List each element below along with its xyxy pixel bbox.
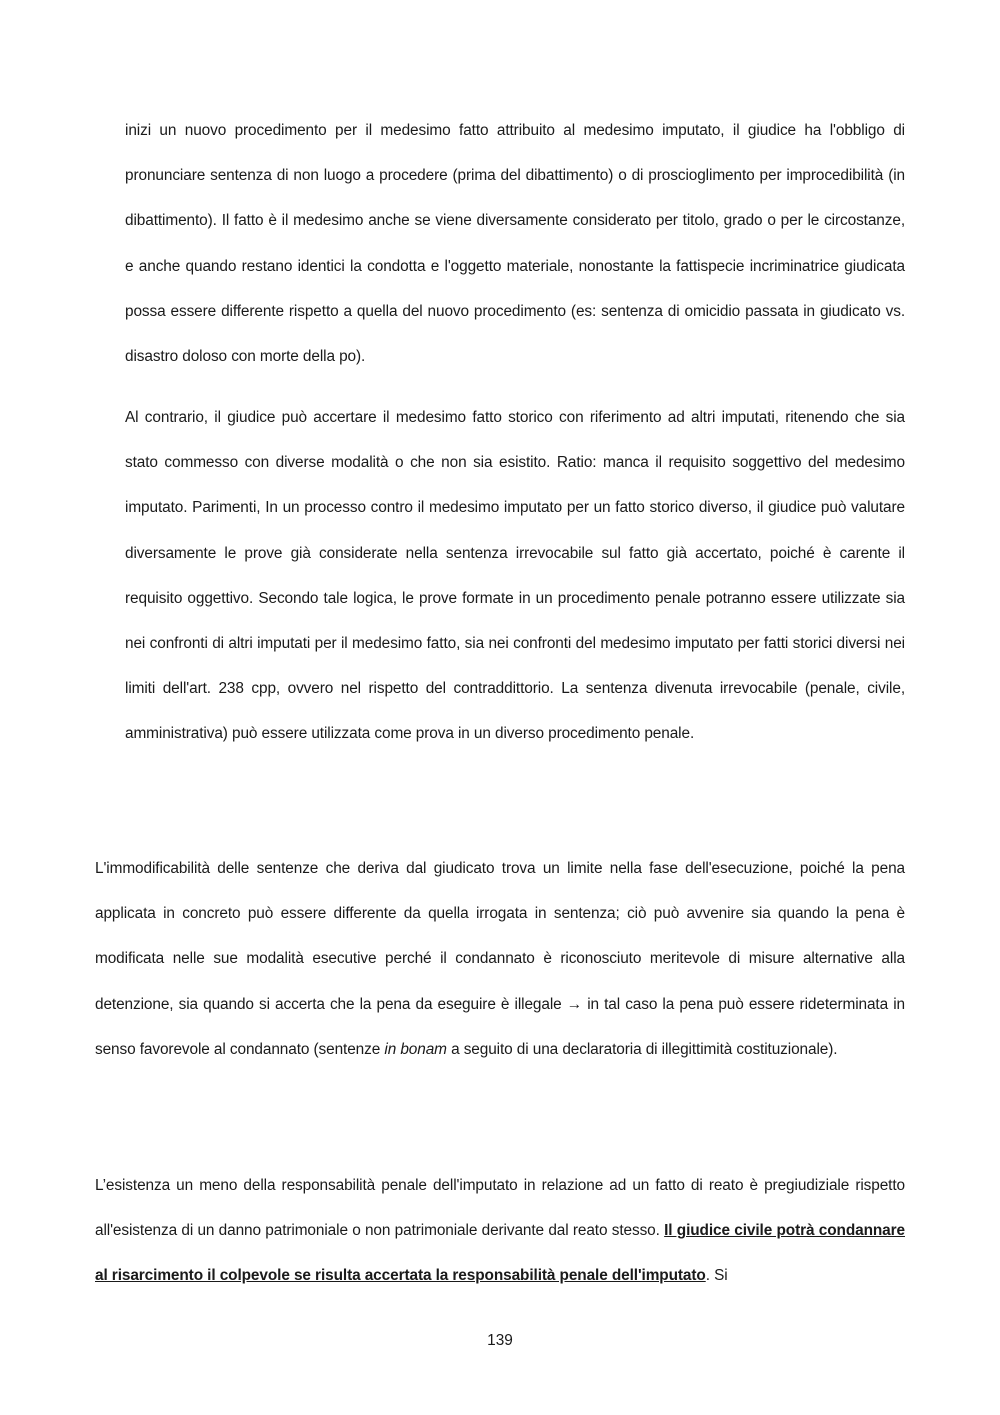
page-number: 139: [487, 1332, 513, 1349]
paragraph-3-text-c: a seguito di una declaratoria di illegittimità costituzionale).: [446, 1040, 838, 1058]
arrow-right-icon: →: [566, 995, 583, 1013]
paragraph-4-bold-underlined: Il giudice civile potrà condannare al risarcimento il colpevole se risulta accertata la responsabilità penale dell'imputato: [95, 1222, 905, 1285]
paragraph-3-text-b: in tal caso la pena può essere rideterminata in senso favorevole al condannato (sentenze: [95, 995, 905, 1058]
paragraph-4-text-b: . Si: [705, 1267, 728, 1285]
paragraph-1: inizi un nuovo procedimento per il medesimo fatto attribuito al medesimo imputato, il giudice ha l'obbligo di pronunciare sentenza di non luogo a procedere (prima del dibattimento) o di proscioglimento per improcedibilità (in dibattimento). Il fatto è il medesimo anche se viene diversamente considerato per titolo, grado o per le circostanze, e anche quando restano identici la condotta e l'oggetto materiale, nonostante la fattispecie incriminatrice giudicata possa essere differente rispetto a quella del nuovo procedimento (es: sentenza di omicidio passata in giudicato vs. disastro doloso con morte della po).: [125, 122, 905, 366]
paragraph-4: [95, 1163, 905, 1299]
paragraph-2: Al contrario, il giudice può accertare il medesimo fatto storico con riferimento ad altri imputati, ritenendo che sia stato commesso con diverse modalità o che non sia esistito. Ratio: manca il requisito soggettivo del medesimo imputato. Parimenti, In un processo contro il medesimo imputato per un fatto storico diverso, il giudice può valutare diversamente le prove già considerate nella sentenza irrevocabile sul fatto già accertato, poiché è carente il requisito oggettivo. Secondo tale logica, le prove formate in un procedimento penale potranno essere utilizzate sia nei confronti di altri imputati per il medesimo fatto, sia nei confronti del medesimo imputato per fatti storici diversi nei limiti dell'art. 238 cpp, ovvero nel rispetto del contraddittorio. La sentenza divenuta irrevocabile (penale, civile, amministrativa) può essere utilizzata come prova in un diverso procedimento penale.: [125, 409, 905, 743]
paragraph-3-italic: in bonam: [384, 1040, 447, 1058]
paragraph-3-text-a: L'immodificabilità delle sentenze che deriva dal giudicato trova un limite nella fase dell'esecuzione, poiché la pena applicata in concreto può essere differente da quella irrogata in sentenza; ciò può avvenire sia quando la pena è modificata nelle sue modalità esecutive perché il condannato è riconosciuto meritevole di misure alternative alla detenzione, sia quando si accerta che la pena da eseguire è illegale: [95, 860, 905, 1013]
paragraph-3: [95, 846, 905, 1072]
paragraph-4-text-a: L’esistenza un meno della responsabilità penale dell'imputato in relazione ad un fatto di reato è pregiudiziale rispetto all'esistenza di un danno patrimoniale o non patrimoniale derivante dal reato stesso.: [95, 1177, 905, 1240]
